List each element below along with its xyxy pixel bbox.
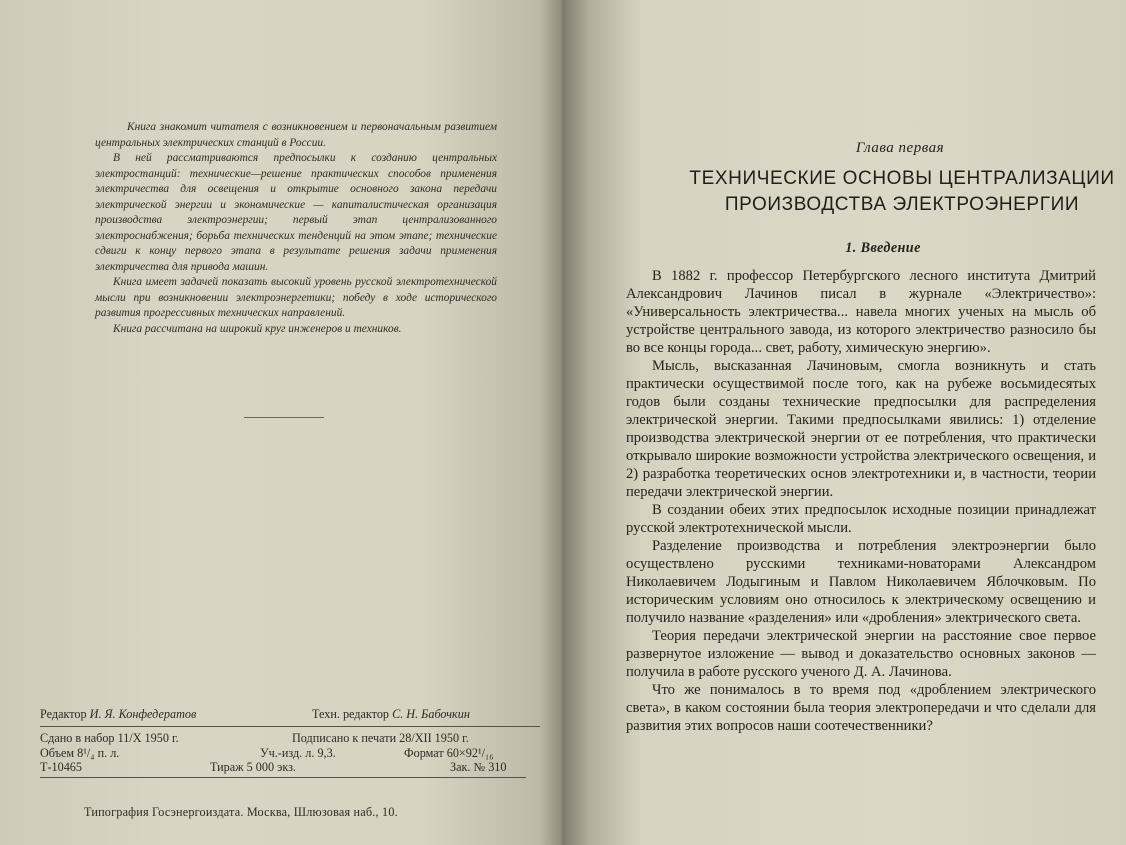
volume: Объем 8¹/₄ п. л. [40, 745, 120, 760]
editor-name: И. Я. Конфедератов [89, 707, 197, 721]
body-paragraph: В 1882 г. профессор Петербургского лесного института Дмитрий Александрович Лачинов писал в журнале «Электричество»: «Универсальность электричества... навела многих ученых на мысль об устройстве центрального завода, из которого электричество разносило бы во все концы города... свет, работу, химическую энергию». [626, 268, 1096, 356]
body-paragraph: Разделение производства и потребления электроэнергии было осуществлено русскими техниками-новаторами Александром Николаевичем Лодыгиным и Павлом Николаевичем Яблочковым. По историческим условиям оно относилось к электрическому освещению и получило название «разделения» или «дробления» электрического света. [626, 538, 1096, 626]
editor-credit [40, 707, 196, 722]
chapter-title-line: ПРОИЗВОДСТВА ЭЛЕКТРОЭНЕРГИИ [724, 194, 1080, 215]
circulation: Тираж 5 000 экз. [210, 760, 296, 774]
signed-date: Подписано к печати 28/XII 1950 г. [292, 731, 469, 745]
annotation-paragraph: Книга знакомит читателя с возникновением и первоначальным развитием центральных электрических станций в России. [95, 121, 497, 149]
format: Формат 60×92¹/₁₆ [404, 745, 494, 760]
plate-code: Т-10465 [40, 760, 82, 774]
tech-editor-credit [312, 707, 470, 722]
imprint-block [40, 707, 540, 819]
chapter-title [622, 166, 1126, 218]
section-title: 1. Введение [845, 240, 921, 256]
tech-editor-label: Техн. редактор [312, 707, 390, 721]
printer-line: Типография Госэнергоиздата. Москва, Шлюзовая наб., 10. [84, 805, 398, 819]
editor-label: Редактор [40, 707, 87, 721]
order-number: Зак. № 310 [450, 760, 507, 774]
annotation-paragraph: Книга имеет задачей показать высокий уровень русской электротехнической мысли при возникновении электроэнергетики; победу в ходе исторического развития прогрессивных технических направлений. [95, 276, 497, 319]
body-paragraph: Теория передачи электрической энергии на расстояние свое первое развернутое изложение — вывод и доказательство основных законов — получила в работе русского ученого Д. А. Лачинова. [626, 628, 1096, 680]
annotation-paragraph: В ней рассматриваются предпосылки к созданию центральных электростанций: технические—решение практических способов применения электричества для освещения и открытие основного закона передачи электрической энергии и экономические — капиталистическая организация производства электроэнергии; первый этап централизованного электроснабжения; борьба технических тенденций на этом этапе; технические сдвиги к концу первого этапа в результате решения задачи применения электричества для привода машин. [95, 152, 497, 273]
body-paragraph: В создании обеих этих предпосылок исходные позиции принадлежат русской электротехнической мысли. [626, 502, 1096, 536]
typeset-date: Сдано в набор 11/X 1950 г. [40, 731, 179, 745]
body-paragraph: Мысль, высказанная Лачиновым, смогла возникнуть и стать практически осуществимой после того, как на рубеже восьмидесятых годов были созданы технические предпосылки для распределения электрической энергии. Такими предпосылками явились: 1) отделение производства электрической энергии от ее потребления, что практически открывало широкие возможности устройства электрического освещения, и 2) разработка теоретических основ электротехники и, в частности, теории передачи электрической энергии. [626, 358, 1096, 500]
book-annotation [95, 120, 497, 337]
publisher-sheets: Уч.-изд. л. 9,3. [260, 745, 336, 760]
chapter-label: Глава первая [855, 140, 945, 156]
tech-editor-name: С. Н. Бабочкин [392, 707, 470, 721]
divider-line [244, 417, 324, 418]
right-page [562, 0, 1126, 845]
body-paragraph: Что же понималось в то время под «дроблением электрического света», в каком состоянии была теория электропередачи и что сделали для развития этих вопросов наши соотечественники? [626, 682, 1096, 734]
imprint-rule [40, 777, 526, 778]
chapter-body [626, 267, 1096, 735]
imprint-rule [40, 726, 540, 727]
chapter-title-line: ТЕХНИЧЕСКИЕ ОСНОВЫ ЦЕНТРАЛИЗАЦИИ [689, 168, 1115, 189]
annotation-paragraph: Книга рассчитана на широкий круг инженеров и техников. [113, 322, 402, 335]
left-page [0, 0, 562, 845]
